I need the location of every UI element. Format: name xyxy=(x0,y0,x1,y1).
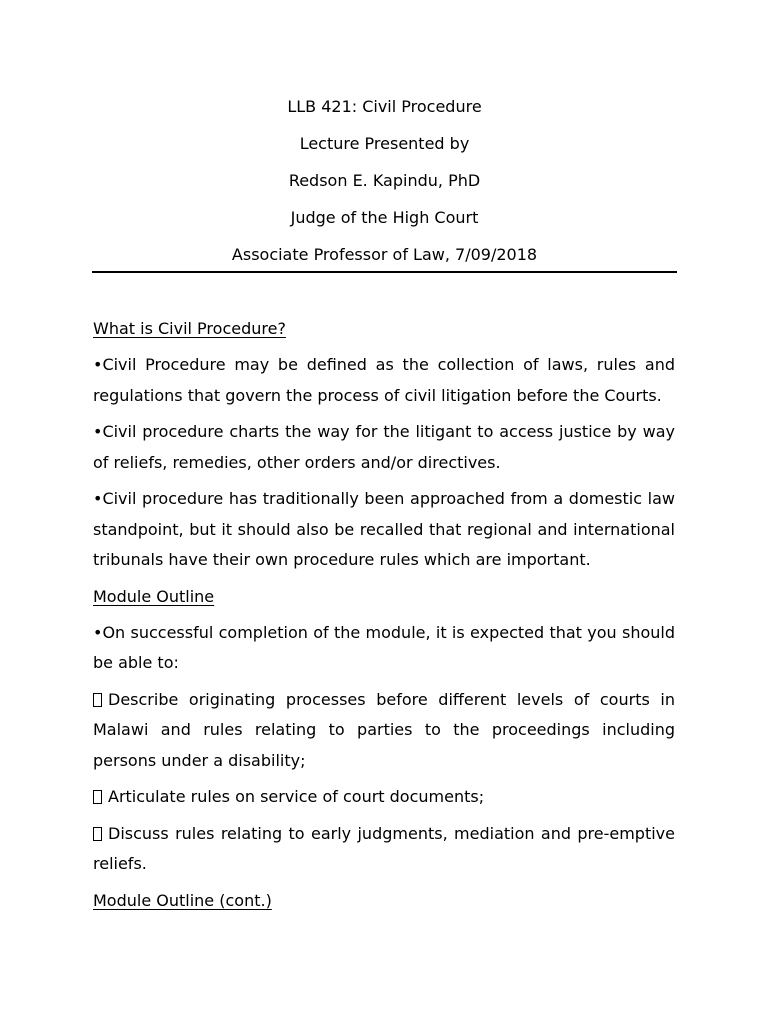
paragraph: •Civil procedure charts the way for the litigant to access justice by way of reliefs, remedies, other orders and/or directives. xyxy=(93,422,675,472)
section-heading-module-outline-cont: Module Outline (cont.) xyxy=(93,890,272,910)
document-header xyxy=(92,88,677,273)
section-heading-module-outline: Module Outline xyxy=(93,586,215,606)
outline-item xyxy=(93,819,675,880)
paragraph: •Civil Procedure may be defined as the collection of laws, rules and regulations that govern the process of civil litigation before the Courts. xyxy=(93,355,675,405)
presenter-name: Redson E. Kapindu, PhD xyxy=(288,171,481,190)
outline-item-text: Describe originating processes before different levels of courts in Malawi and rules relating to parties to the proceedings including persons under a disability; xyxy=(93,689,675,770)
course-title: LLB 421: Civil Procedure xyxy=(287,97,482,116)
paragraph: •On successful completion of the module, it is expected that you should be able to: xyxy=(93,622,675,672)
section-heading-what-is-civil-procedure: What is Civil Procedure? xyxy=(93,319,286,338)
presenter-title-professor: Associate Professor of Law, 7/09/2018 xyxy=(231,245,538,264)
outline-item-text: Articulate rules on service of court documents; xyxy=(108,787,485,806)
paragraph: •Civil procedure has traditionally been approached from a domestic law standpoint, but it should also be recalled that regional and international tribunals have their own procedure rules which are important. xyxy=(93,489,675,569)
missing-glyph-box-icon xyxy=(93,790,102,804)
outline-item-text: Discuss rules relating to early judgments, mediation and pre-emptive reliefs. xyxy=(93,823,675,873)
missing-glyph-box-icon xyxy=(93,827,102,841)
presenter-title-judge: Judge of the High Court xyxy=(290,208,479,227)
outline-item xyxy=(93,685,675,777)
outline-item xyxy=(93,782,675,813)
lecture-presented-by: Lecture Presented by xyxy=(299,134,470,153)
document-body xyxy=(93,314,675,922)
missing-glyph-box-icon xyxy=(93,693,102,707)
header-divider xyxy=(92,271,677,273)
